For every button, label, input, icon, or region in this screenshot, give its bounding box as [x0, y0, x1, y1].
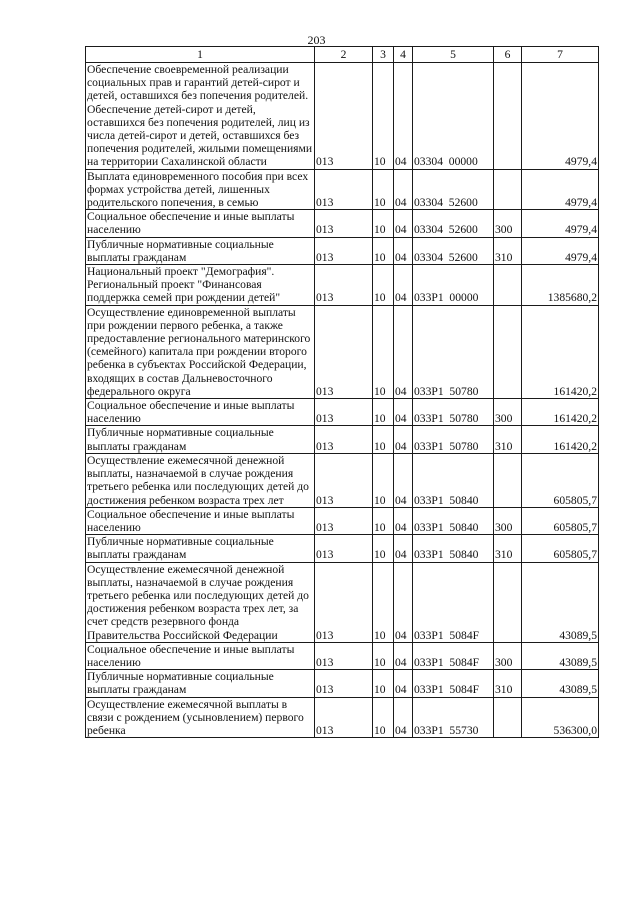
target-article-cell: 033P1 50780 [413, 426, 494, 453]
target-article-cell: 033P1 50840 [413, 507, 494, 534]
expense-name-cell: Социальное обеспечение и иные выплаты населению [86, 642, 315, 669]
amount-cell: 161420,2 [522, 399, 599, 426]
expense-type-cell: 310 [494, 535, 522, 562]
ministry-code-cell: 013 [315, 305, 373, 398]
table-row [86, 210, 599, 237]
table-row [86, 453, 599, 507]
expense-name-cell: Осуществление ежемесячной денежной выплаты, назначаемой в случае рождения третьего ребенка или последующих детей до достижения ребенком возраста трех лет [86, 453, 315, 507]
amount-cell: 1385680,2 [522, 265, 599, 306]
expense-type-cell [494, 63, 522, 170]
section-code-cell: 10 [373, 63, 394, 170]
table-header-row [86, 47, 599, 63]
subsection-code-cell: 04 [394, 507, 413, 534]
column-header: 7 [522, 47, 599, 63]
expense-name-cell: Осуществление единовременной выплаты при рождении первого ребенка, а также предоставление регионального материнского (семейного) капитала при рождении второго ребенка в субъектах Российской Федерации, входящих в состав Дальневосточного федерального округа [86, 305, 315, 398]
target-article-cell: 03304 00000 [413, 63, 494, 170]
section-code-cell: 10 [373, 535, 394, 562]
section-code-cell: 10 [373, 426, 394, 453]
budget-table [85, 46, 599, 738]
table-row [86, 642, 599, 669]
subsection-code-cell: 04 [394, 642, 413, 669]
section-code-cell: 10 [373, 305, 394, 398]
column-header: 2 [315, 47, 373, 63]
expense-name-cell: Осуществление ежемесячной денежной выплаты, назначаемой в случае рождения третьего ребенка или последующих детей до достижения ребенком возраста трех лет, за счет средств резервного фонда Правительства Российской Федерации [86, 562, 315, 642]
expense-name-cell: Социальное обеспечение и иные выплаты населению [86, 210, 315, 237]
column-header: 5 [413, 47, 494, 63]
expense-name-cell: Выплата единовременного пособия при всех формах устройства детей, лишенных родительского попечения, в семью [86, 169, 315, 210]
expense-name-cell: Публичные нормативные социальные выплаты гражданам [86, 426, 315, 453]
expense-type-cell: 300 [494, 399, 522, 426]
section-code-cell: 10 [373, 642, 394, 669]
ministry-code-cell: 013 [315, 169, 373, 210]
table-row [86, 305, 599, 398]
expense-name-cell: Национальный проект "Демография". Региональный проект "Финансовая поддержка семей при рождении детей" [86, 265, 315, 306]
table-row [86, 535, 599, 562]
ministry-code-cell: 013 [315, 399, 373, 426]
section-code-cell: 10 [373, 507, 394, 534]
ministry-code-cell: 013 [315, 642, 373, 669]
subsection-code-cell: 04 [394, 697, 413, 738]
expense-name-cell: Публичные нормативные социальные выплаты гражданам [86, 670, 315, 697]
section-code-cell: 10 [373, 265, 394, 306]
table-row [86, 237, 599, 264]
target-article-cell: 033P1 5084F [413, 642, 494, 669]
table-row [86, 426, 599, 453]
ministry-code-cell: 013 [315, 697, 373, 738]
expense-type-cell [494, 169, 522, 210]
expense-type-cell [494, 562, 522, 642]
section-code-cell: 10 [373, 697, 394, 738]
ministry-code-cell: 013 [315, 426, 373, 453]
target-article-cell: 03304 52600 [413, 210, 494, 237]
expense-type-cell: 300 [494, 210, 522, 237]
expense-type-cell: 310 [494, 426, 522, 453]
amount-cell: 43089,5 [522, 670, 599, 697]
subsection-code-cell: 04 [394, 453, 413, 507]
table-row [86, 399, 599, 426]
amount-cell: 4979,4 [522, 169, 599, 210]
expense-name-cell: Публичные нормативные социальные выплаты гражданам [86, 237, 315, 264]
expense-name-cell: Публичные нормативные социальные выплаты гражданам [86, 535, 315, 562]
table-row [86, 63, 599, 170]
amount-cell: 605805,7 [522, 507, 599, 534]
ministry-code-cell: 013 [315, 453, 373, 507]
subsection-code-cell: 04 [394, 535, 413, 562]
ministry-code-cell: 013 [315, 265, 373, 306]
target-article-cell: 033P1 50780 [413, 399, 494, 426]
ministry-code-cell: 013 [315, 63, 373, 170]
ministry-code-cell: 013 [315, 562, 373, 642]
target-article-cell: 03304 52600 [413, 237, 494, 264]
section-code-cell: 10 [373, 210, 394, 237]
section-code-cell: 10 [373, 237, 394, 264]
ministry-code-cell: 013 [315, 670, 373, 697]
target-article-cell: 033P1 50840 [413, 453, 494, 507]
table-row [86, 697, 599, 738]
target-article-cell: 033P1 55730 [413, 697, 494, 738]
amount-cell: 536300,0 [522, 697, 599, 738]
amount-cell: 4979,4 [522, 210, 599, 237]
amount-cell: 161420,2 [522, 305, 599, 398]
subsection-code-cell: 04 [394, 562, 413, 642]
amount-cell: 43089,5 [522, 642, 599, 669]
amount-cell: 4979,4 [522, 63, 599, 170]
subsection-code-cell: 04 [394, 169, 413, 210]
subsection-code-cell: 04 [394, 305, 413, 398]
column-header: 4 [394, 47, 413, 63]
ministry-code-cell: 013 [315, 237, 373, 264]
ministry-code-cell: 013 [315, 210, 373, 237]
expense-name-cell: Осуществление ежемесячной выплаты в связи с рождением (усыновлением) первого ребенка [86, 697, 315, 738]
table-row [86, 507, 599, 534]
table-row [86, 265, 599, 306]
target-article-cell: 033P1 50840 [413, 535, 494, 562]
amount-cell: 43089,5 [522, 562, 599, 642]
ministry-code-cell: 013 [315, 535, 373, 562]
expense-type-cell [494, 453, 522, 507]
expense-type-cell: 300 [494, 642, 522, 669]
amount-cell: 605805,7 [522, 535, 599, 562]
target-article-cell: 033P1 50780 [413, 305, 494, 398]
table-row [86, 562, 599, 642]
section-code-cell: 10 [373, 169, 394, 210]
page-number: 203 [307, 33, 326, 47]
subsection-code-cell: 04 [394, 63, 413, 170]
target-article-cell: 03304 52600 [413, 169, 494, 210]
expense-type-cell [494, 697, 522, 738]
table-row [86, 670, 599, 697]
expense-type-cell: 310 [494, 237, 522, 264]
subsection-code-cell: 04 [394, 670, 413, 697]
ministry-code-cell: 013 [315, 507, 373, 534]
table-row [86, 169, 599, 210]
section-code-cell: 10 [373, 670, 394, 697]
amount-cell: 161420,2 [522, 426, 599, 453]
target-article-cell: 033P1 00000 [413, 265, 494, 306]
expense-name-cell: Социальное обеспечение и иные выплаты населению [86, 507, 315, 534]
amount-cell: 4979,4 [522, 237, 599, 264]
amount-cell: 605805,7 [522, 453, 599, 507]
expense-type-cell [494, 305, 522, 398]
expense-type-cell [494, 265, 522, 306]
column-header: 1 [86, 47, 315, 63]
subsection-code-cell: 04 [394, 399, 413, 426]
section-code-cell: 10 [373, 562, 394, 642]
column-header: 3 [373, 47, 394, 63]
expense-type-cell: 300 [494, 507, 522, 534]
section-code-cell: 10 [373, 399, 394, 426]
subsection-code-cell: 04 [394, 210, 413, 237]
target-article-cell: 033P1 5084F [413, 670, 494, 697]
expense-type-cell: 310 [494, 670, 522, 697]
expense-name-cell: Социальное обеспечение и иные выплаты населению [86, 399, 315, 426]
subsection-code-cell: 04 [394, 265, 413, 306]
subsection-code-cell: 04 [394, 237, 413, 264]
target-article-cell: 033P1 5084F [413, 562, 494, 642]
subsection-code-cell: 04 [394, 426, 413, 453]
column-header: 6 [494, 47, 522, 63]
expense-name-cell: Обеспечение своевременной реализации социальных прав и гарантий детей-сирот и детей, оставшихся без попечения родителей. Обеспечение детей-сирот и детей, оставшихся без попечения родителей, лиц из числа детей-сирот и детей, оставшихся без попечения родителей, жилыми помещениями на территории Сахалинской области [86, 63, 315, 170]
section-code-cell: 10 [373, 453, 394, 507]
